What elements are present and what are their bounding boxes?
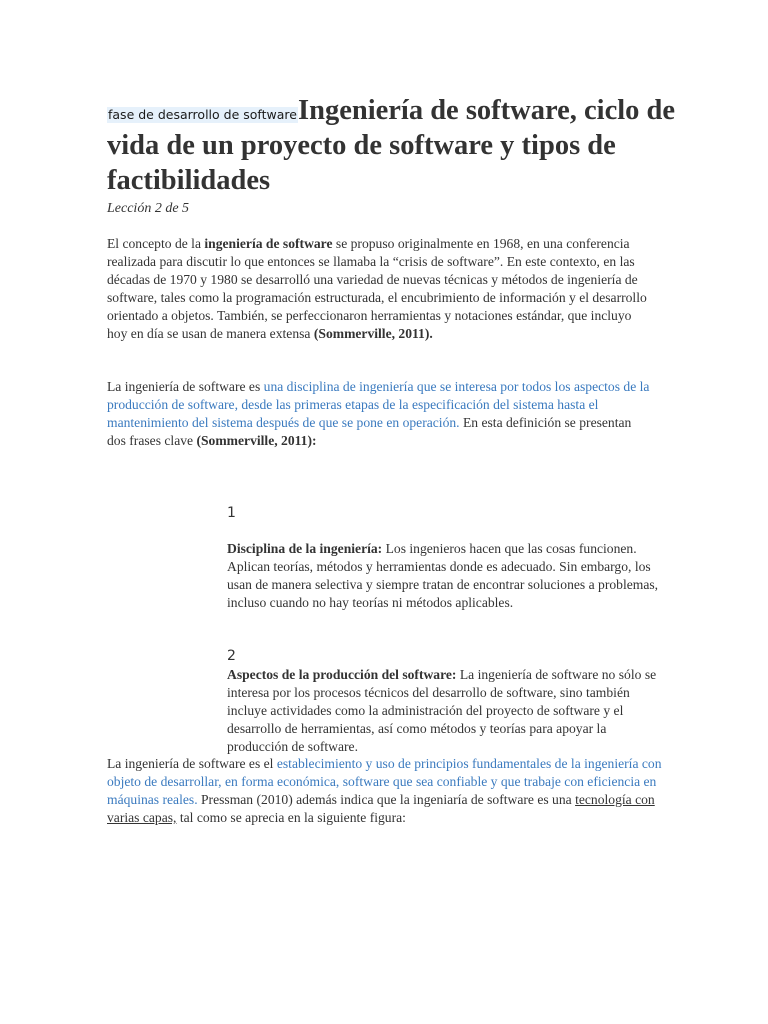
closing-paragraph xyxy=(107,755,662,827)
paragraph-text: El concepto de la xyxy=(107,236,205,251)
page-title xyxy=(107,93,707,198)
principles-link[interactable]: establecimiento y uso de principios fundamentales de la ingeniería con objeto de desarrollar, en forma económica, software que sea confiable y que trabaje con eficiencia en máquinas reales. xyxy=(107,756,662,807)
page-title-text: Ingeniería de software, ciclo de vida de un proyecto de software y tipos de factibilidades xyxy=(107,95,676,196)
paragraph-text: tal como se aprecia en la siguiente figura: xyxy=(176,810,406,825)
item-heading: Aspectos de la producción del software: xyxy=(227,667,457,682)
lesson-label: Lección 2 de 5 xyxy=(107,201,190,216)
list-item xyxy=(227,540,667,612)
category-tag-link[interactable]: fase de desarrollo de software xyxy=(108,107,297,122)
item-number: 1 xyxy=(227,505,236,521)
paragraph-text: Pressman (2010) además indica que la ingeniaría de software es una xyxy=(197,792,576,807)
intro-paragraph xyxy=(107,235,652,343)
citation: (Sommerville, 2011). xyxy=(313,326,433,341)
citation: (Sommerville, 2011): xyxy=(196,433,317,448)
definition-link[interactable]: una disciplina de ingeniería que se interesa por todos los aspectos de la producción de software, desde las primeras etapas de la especificación del sistema hasta el mantenimiento del sistema después de que se pone en operación. xyxy=(107,379,650,430)
item-heading: Disciplina de la ingeniería: xyxy=(227,541,383,556)
item-number: 2 xyxy=(227,648,236,664)
layers-link[interactable]: tecnología con varias capas, xyxy=(107,792,655,825)
paragraph-text: La ingeniería de software es xyxy=(107,379,264,394)
item-text: Los ingenieros hacen que las cosas funcionen. Aplican teorías, métodos y herramientas donde es adecuado. Sin embargo, los usan de manera selectiva y siempre tratan de encontrar soluciones a problemas, incluso cuando no hay teorías ni métodos aplicables. xyxy=(227,541,659,610)
paragraph-text: se propuso originalmente en 1968, en una conferencia realizada para discutir lo que entonces se llamaba la “crisis de software”. En este contexto, en las décadas de 1970 y 1980 se desarrolló una variedad de nuevas técnicas y métodos de ingeniería de software, tales como la programación estructurada, el encubrimiento de información y el desarrollo orientado a objetos. También, se perfeccionaron herramientas y notaciones estándar, que incluyo hoy en día se usan de manera extensa xyxy=(107,236,647,341)
item-text: La ingeniería de software no sólo se interesa por los procesos técnicos del desarrollo de software, sino también incluye actividades como la administración del proyecto de software y el desarrollo de herramientas, así como métodos y teorías para apoyar la producción de software. xyxy=(227,667,657,754)
list-item xyxy=(227,666,667,756)
paragraph-text: La ingeniería de software es el xyxy=(107,756,277,771)
paragraph-text: En esta definición se presentan dos frases clave xyxy=(107,415,632,448)
emphasis-term: ingeniería de software xyxy=(204,236,333,251)
definition-paragraph xyxy=(107,378,652,450)
